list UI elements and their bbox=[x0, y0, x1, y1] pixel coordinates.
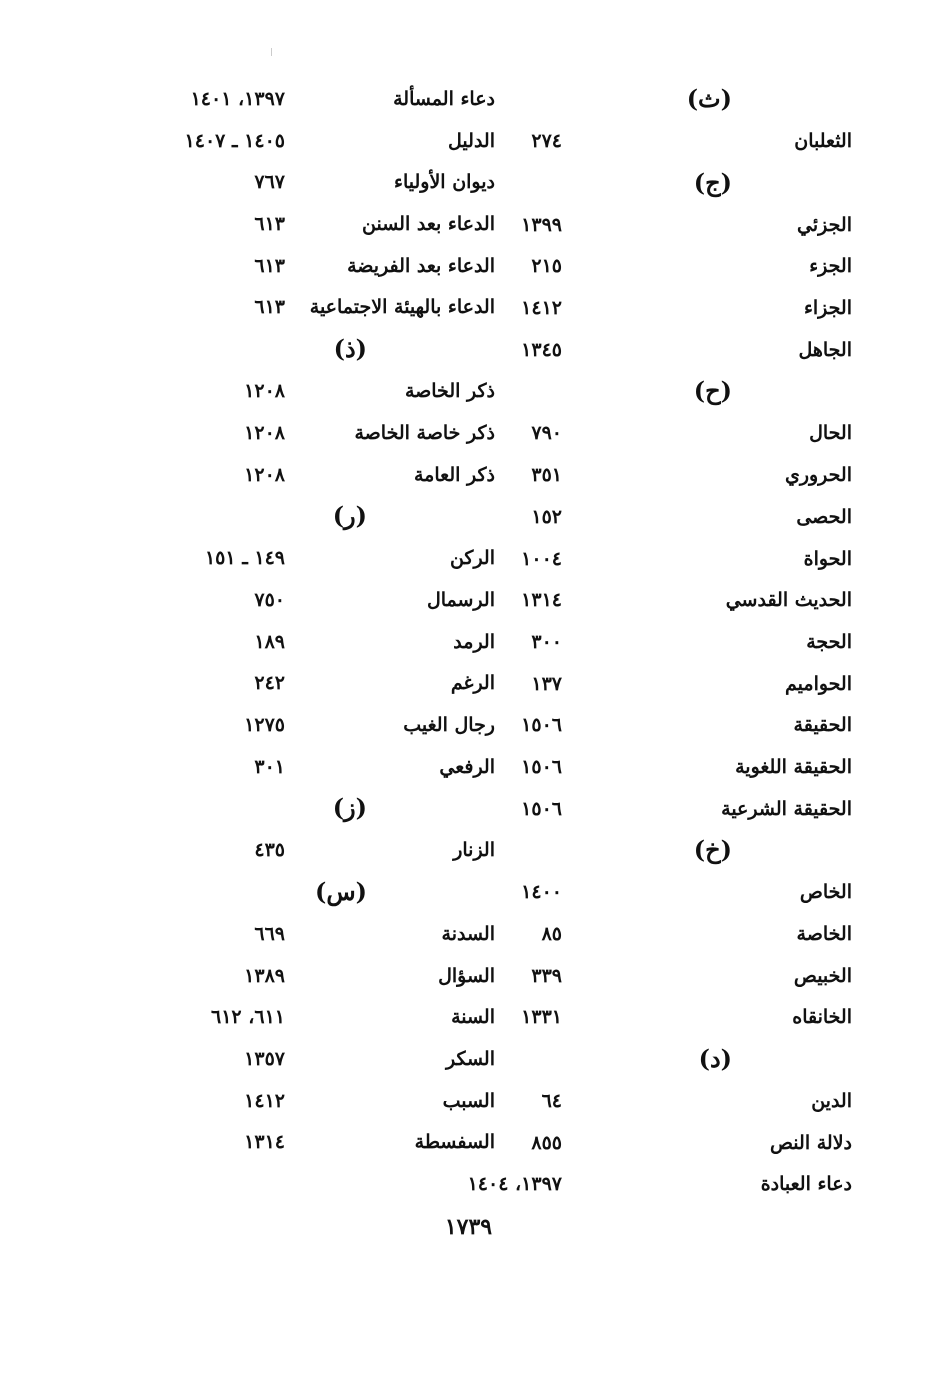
entry-term: الدليل bbox=[448, 129, 495, 152]
index-entry bbox=[135, 456, 495, 498]
index-entry bbox=[135, 122, 495, 164]
entry-pages: ١٣٥٧ bbox=[244, 1048, 285, 1071]
index-entry bbox=[135, 623, 495, 665]
entry-term: السكر bbox=[446, 1048, 495, 1071]
entry-term: الرفعي bbox=[439, 755, 495, 778]
letter-heading: (ر) bbox=[332, 501, 367, 531]
index-entry bbox=[500, 623, 852, 665]
index-entry bbox=[500, 456, 852, 498]
entry-pages: ٨٥ bbox=[541, 923, 562, 945]
entry-term: الدين bbox=[811, 1090, 852, 1113]
entry-pages: ١٥٢ bbox=[531, 505, 562, 528]
entry-pages: ١٤٩ ـ ١٥١ bbox=[204, 547, 285, 570]
entry-pages: ٦١٣ bbox=[254, 254, 285, 277]
index-entry bbox=[135, 80, 495, 122]
entry-term: الحال bbox=[809, 422, 852, 445]
entry-term: الجزئي bbox=[797, 213, 852, 236]
index-entry bbox=[500, 540, 852, 582]
index-entry bbox=[500, 414, 852, 456]
letter-heading-row bbox=[135, 497, 495, 539]
entry-pages: ١٣٣١ bbox=[521, 1006, 562, 1029]
letter-heading: (ث) bbox=[686, 84, 732, 113]
entry-pages: ٣٥١ bbox=[531, 464, 562, 487]
letter-heading-row bbox=[500, 372, 852, 414]
index-entry bbox=[135, 1082, 495, 1124]
entry-term: الحواميم bbox=[785, 672, 852, 695]
index-entry bbox=[135, 581, 495, 623]
index-entry bbox=[135, 706, 495, 748]
entry-term: السبب bbox=[442, 1089, 495, 1112]
entry-pages: ٦١١، ٦١٢ bbox=[211, 1006, 285, 1029]
entry-pages: ١٣٩٩ bbox=[521, 213, 562, 236]
entry-term: السدنة bbox=[441, 923, 495, 945]
entry-pages: ١٤٠٠ bbox=[521, 881, 562, 904]
entry-pages: ١٥٠٦ bbox=[521, 714, 562, 737]
entry-pages: ٦١٣ bbox=[254, 296, 285, 319]
entry-pages: ٦٦٩ bbox=[254, 923, 285, 945]
entry-pages: ٦١٣ bbox=[254, 213, 285, 236]
entry-pages: ١٥٠٦ bbox=[521, 797, 562, 820]
index-entry bbox=[135, 1040, 495, 1082]
entry-term: الحقيقة bbox=[793, 714, 852, 737]
letter-heading-row bbox=[500, 831, 852, 873]
entry-pages: ٤٣٥ bbox=[254, 839, 285, 862]
letter-heading-row bbox=[135, 789, 495, 831]
index-entry bbox=[500, 665, 852, 707]
index-entry bbox=[135, 664, 495, 706]
index-entry bbox=[500, 581, 852, 623]
entry-term: رجال الغيب bbox=[403, 713, 495, 736]
entry-pages: ٢٧٤ bbox=[531, 130, 562, 152]
letter-heading: (ج) bbox=[693, 167, 732, 197]
entry-term: ذكر الخاصة bbox=[404, 380, 495, 403]
index-entry bbox=[500, 998, 852, 1040]
index-entry bbox=[500, 206, 852, 248]
index-entry bbox=[135, 288, 495, 330]
entry-term: الخانقاه bbox=[792, 1006, 852, 1029]
letter-heading-row bbox=[135, 873, 495, 915]
entry-term: الحجة bbox=[806, 630, 852, 653]
entry-pages: ٧٦٧ bbox=[254, 171, 285, 194]
entry-term: دعاء العبادة bbox=[760, 1173, 852, 1196]
letter-heading-row bbox=[500, 80, 852, 122]
entry-term: الحروري bbox=[784, 464, 852, 487]
index-entry bbox=[135, 1123, 495, 1165]
entry-pages: ١٠٠٤ bbox=[521, 547, 562, 570]
entry-pages: ٢٤٢ bbox=[254, 672, 285, 695]
letter-heading: (ز) bbox=[332, 793, 367, 823]
index-entry bbox=[500, 957, 852, 999]
entry-term: السؤال bbox=[438, 964, 495, 987]
index-entry bbox=[135, 915, 495, 957]
letter-heading: (د) bbox=[698, 1044, 732, 1074]
index-column-left bbox=[135, 80, 495, 1165]
index-entry bbox=[500, 706, 852, 748]
entry-term: الدعاء بالهيئة الاجتماعية bbox=[309, 296, 495, 319]
entry-term: ذكر خاصة الخاصة bbox=[354, 421, 495, 444]
entry-term: الحقيقة الشرعية bbox=[721, 797, 852, 820]
entry-pages: ٣٠١ bbox=[254, 755, 285, 778]
index-entry bbox=[135, 205, 495, 247]
entry-term: السنة bbox=[451, 1006, 495, 1029]
entry-pages: ٣٠٠ bbox=[531, 630, 562, 653]
index-entry bbox=[500, 915, 852, 957]
index-entry bbox=[500, 873, 852, 915]
letter-heading: (س) bbox=[314, 877, 367, 906]
entry-term: الرغم bbox=[450, 672, 495, 695]
entry-pages: ١٢٧٥ bbox=[244, 713, 285, 736]
index-entry bbox=[135, 247, 495, 289]
entry-term: السفسطة bbox=[414, 1131, 495, 1154]
entry-term: الركن bbox=[449, 547, 495, 570]
entry-term: الخاصة bbox=[796, 923, 852, 945]
index-entry bbox=[500, 790, 852, 832]
entry-term: الجزاء bbox=[803, 297, 852, 320]
letter-heading-row bbox=[500, 1040, 852, 1082]
entry-term: الجاهل bbox=[798, 338, 852, 361]
index-entry bbox=[135, 998, 495, 1040]
entry-term: الحواة bbox=[803, 547, 852, 570]
index-entry bbox=[135, 372, 495, 414]
entry-pages: ١٤٠٥ ـ ١٤٠٧ bbox=[184, 129, 285, 152]
entry-pages: ٧٩٠ bbox=[531, 422, 562, 445]
index-entry bbox=[467, 1165, 852, 1207]
entry-term: الجزء bbox=[809, 255, 852, 278]
entry-term: الحصى bbox=[796, 505, 852, 528]
index-entry bbox=[135, 831, 495, 873]
entry-pages: ١٣٩٧، ١٤٠١ bbox=[190, 88, 285, 110]
index-entry bbox=[500, 498, 852, 540]
entry-term: الخبيص bbox=[793, 964, 852, 987]
index-entry bbox=[500, 247, 852, 289]
entry-term: الثعلبان bbox=[794, 130, 852, 152]
index-entry bbox=[135, 957, 495, 999]
entry-term: الحقيقة اللغوية bbox=[735, 755, 852, 778]
index-entry bbox=[500, 1082, 852, 1124]
entry-term: دعاء المسألة bbox=[393, 88, 495, 110]
entry-term: الرمد bbox=[453, 630, 495, 653]
entry-pages: ١٤١٢ bbox=[244, 1089, 285, 1112]
entry-term: ذكر العامة bbox=[414, 463, 495, 486]
index-entry bbox=[135, 163, 495, 205]
page-number: ١٧٣٩ bbox=[444, 1214, 493, 1240]
scan-mark bbox=[271, 48, 272, 56]
entry-pages: ١٥٠٦ bbox=[521, 755, 562, 778]
index-entry bbox=[500, 331, 852, 373]
index-entry bbox=[500, 1124, 852, 1166]
entry-term: الدعاء بعد الفريضة bbox=[347, 254, 495, 277]
entry-term: الحديث القدسي bbox=[725, 589, 852, 612]
letter-heading-row bbox=[500, 164, 852, 206]
entry-term: دلالة النص bbox=[770, 1131, 852, 1154]
entry-pages: ١٨٩ bbox=[254, 630, 285, 653]
letter-heading: (ذ) bbox=[333, 334, 367, 364]
entry-pages: ٦٤ bbox=[541, 1090, 562, 1113]
index-entry bbox=[135, 539, 495, 581]
entry-pages: ١٣٨٩ bbox=[244, 964, 285, 987]
entry-pages: ١٣١٤ bbox=[244, 1131, 285, 1154]
entry-term: الرسمال bbox=[426, 588, 495, 611]
entry-pages: ١٣١٤ bbox=[521, 589, 562, 612]
entry-pages: ١٢٠٨ bbox=[244, 421, 285, 444]
entry-pages: ٢١٥ bbox=[531, 255, 562, 278]
index-entry bbox=[135, 414, 495, 456]
entry-pages: ١٣٩٧، ١٤٠٤ bbox=[467, 1173, 562, 1196]
entry-term: الدعاء بعد السنن bbox=[362, 213, 495, 236]
index-entry bbox=[500, 122, 852, 164]
entry-pages: ١٤١٢ bbox=[521, 297, 562, 320]
entry-pages: ١٢٠٨ bbox=[244, 463, 285, 486]
letter-heading: (ح) bbox=[693, 376, 732, 406]
entry-pages: ١٢٠٨ bbox=[244, 380, 285, 403]
index-entry bbox=[135, 748, 495, 790]
entry-pages: ١٣٧ bbox=[531, 672, 562, 695]
index-entry bbox=[500, 748, 852, 790]
entry-term: الزنار bbox=[453, 839, 495, 862]
index-entry bbox=[500, 289, 852, 331]
entry-pages: ٨٥٥ bbox=[531, 1131, 562, 1154]
letter-heading-row bbox=[135, 330, 495, 372]
entry-pages: ٧٥٠ bbox=[254, 588, 285, 611]
entry-term: ديوان الأولياء bbox=[394, 171, 495, 194]
entry-pages: ١٣٤٥ bbox=[521, 338, 562, 361]
letter-heading: (خ) bbox=[693, 835, 732, 865]
entry-term: الخاص bbox=[799, 881, 852, 904]
entry-pages: ٣٣٩ bbox=[531, 964, 562, 987]
